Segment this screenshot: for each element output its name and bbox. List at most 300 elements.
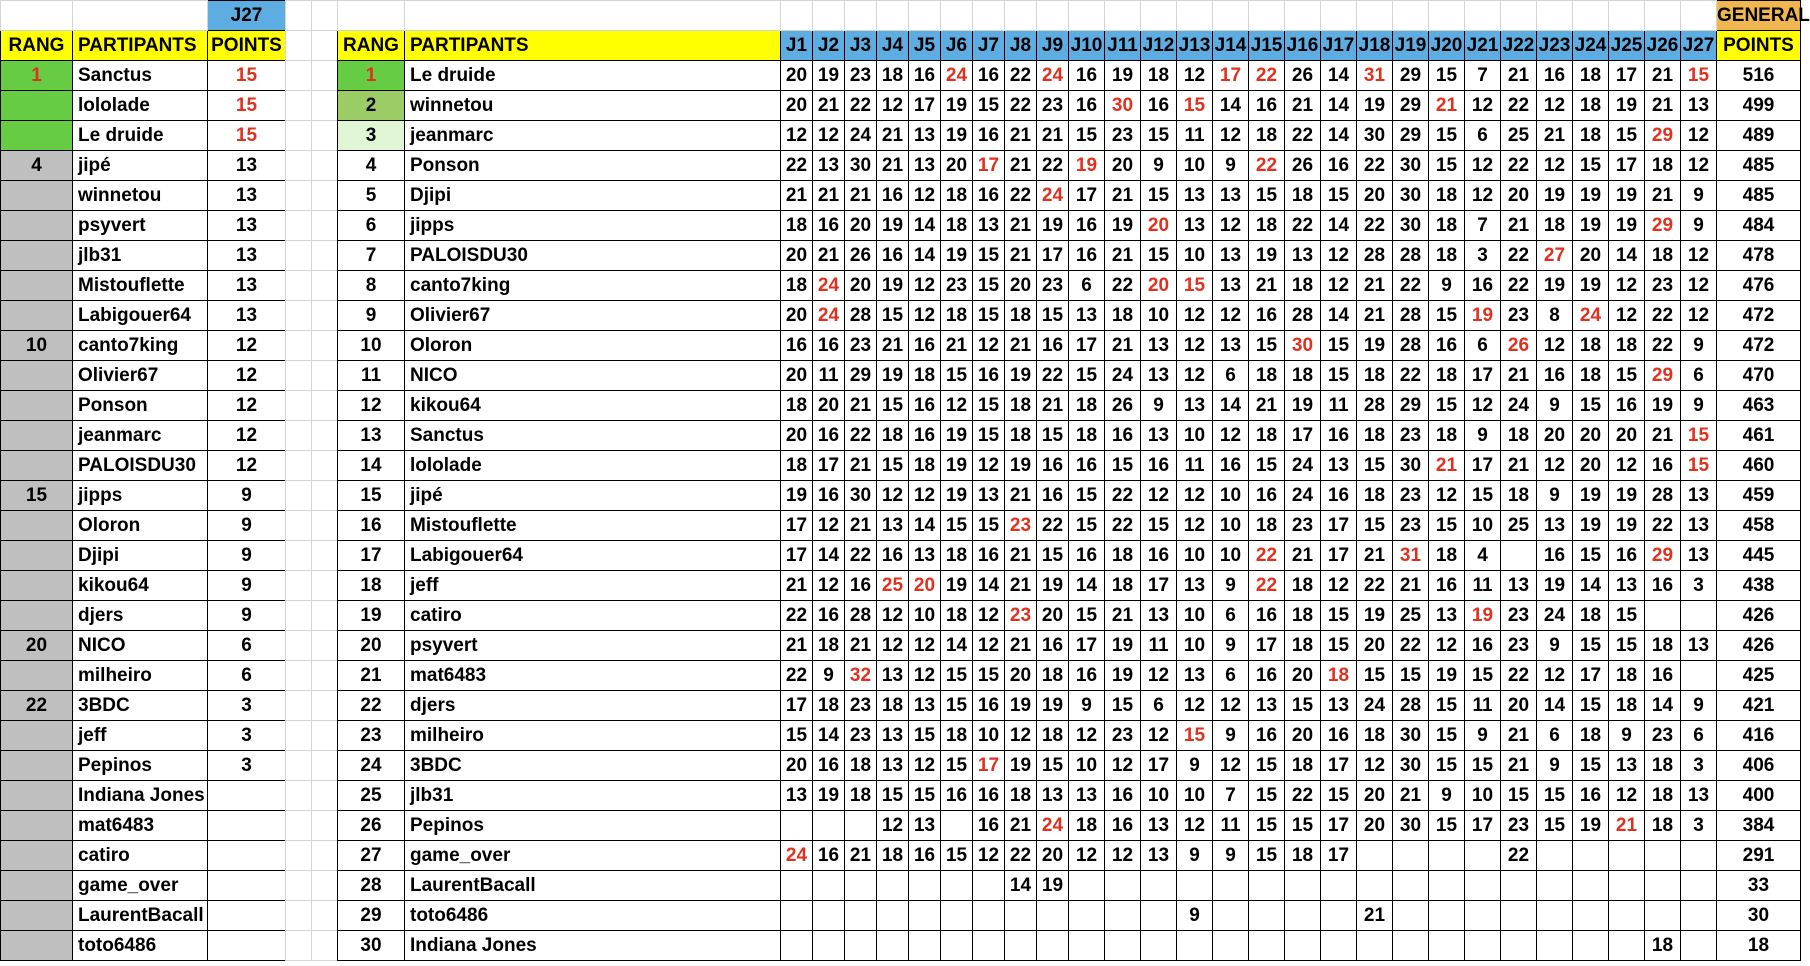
- score-cell[interactable]: 21: [1393, 781, 1429, 811]
- rank-cell[interactable]: [1, 661, 73, 691]
- empty-cell[interactable]: [312, 451, 338, 481]
- score-cell[interactable]: 13: [1141, 601, 1177, 631]
- score-cell[interactable]: 18: [1285, 841, 1321, 871]
- empty-cell[interactable]: [1285, 1, 1321, 31]
- score-cell[interactable]: 15: [1249, 331, 1285, 361]
- score-cell[interactable]: 23: [1501, 601, 1537, 631]
- score-cell[interactable]: 19: [941, 91, 973, 121]
- score-cell[interactable]: [1501, 871, 1537, 901]
- score-cell[interactable]: 16: [1249, 721, 1285, 751]
- score-cell[interactable]: 23: [1285, 511, 1321, 541]
- score-cell[interactable]: 18: [1105, 301, 1141, 331]
- score-cell[interactable]: 19: [1105, 61, 1141, 91]
- score-cell[interactable]: 19: [1609, 181, 1645, 211]
- score-cell[interactable]: [1573, 931, 1609, 961]
- score-cell[interactable]: 20: [1005, 271, 1037, 301]
- score-cell[interactable]: 19: [813, 781, 845, 811]
- score-cell[interactable]: [1645, 841, 1681, 871]
- empty-cell[interactable]: [1005, 1, 1037, 31]
- score-cell[interactable]: 6: [1465, 121, 1501, 151]
- score-cell[interactable]: [1393, 901, 1429, 931]
- score-cell[interactable]: [1681, 841, 1717, 871]
- empty-cell[interactable]: [286, 871, 312, 901]
- score-cell[interactable]: 19: [1609, 511, 1645, 541]
- score-cell[interactable]: 13: [1321, 691, 1357, 721]
- score-cell[interactable]: 18: [877, 61, 909, 91]
- score-cell[interactable]: 29: [1645, 361, 1681, 391]
- score-cell[interactable]: 19: [941, 571, 973, 601]
- score-cell[interactable]: 17: [1321, 541, 1357, 571]
- score-cell[interactable]: [909, 901, 941, 931]
- participant-name-cell[interactable]: toto6486: [73, 931, 208, 961]
- score-cell[interactable]: 17: [1141, 571, 1177, 601]
- score-cell[interactable]: 18: [781, 451, 813, 481]
- score-cell[interactable]: 22: [1645, 511, 1681, 541]
- points-cell[interactable]: [208, 841, 286, 871]
- score-cell[interactable]: 21: [1105, 181, 1141, 211]
- score-cell[interactable]: 15: [1429, 301, 1465, 331]
- score-cell[interactable]: 11: [1321, 391, 1357, 421]
- score-cell[interactable]: 12: [1213, 691, 1249, 721]
- score-cell[interactable]: 13: [1681, 481, 1717, 511]
- score-cell[interactable]: 30: [1105, 91, 1141, 121]
- points-cell[interactable]: 9: [208, 481, 286, 511]
- score-cell[interactable]: 18: [909, 451, 941, 481]
- score-cell[interactable]: 24: [781, 841, 813, 871]
- score-cell[interactable]: 9: [1465, 421, 1501, 451]
- score-cell[interactable]: 18: [941, 601, 973, 631]
- score-cell[interactable]: 16: [1105, 811, 1141, 841]
- score-cell[interactable]: 16: [877, 181, 909, 211]
- empty-cell[interactable]: [1393, 1, 1429, 31]
- score-cell[interactable]: 14: [909, 211, 941, 241]
- score-cell[interactable]: 18: [1249, 361, 1285, 391]
- score-cell[interactable]: 6: [1069, 271, 1105, 301]
- participant-name-cell[interactable]: Le druide: [73, 121, 208, 151]
- participant-name-cell[interactable]: psyvert: [73, 211, 208, 241]
- score-cell[interactable]: 26: [1105, 391, 1141, 421]
- score-cell[interactable]: 13: [1681, 781, 1717, 811]
- total-points-cell[interactable]: 458: [1717, 511, 1801, 541]
- score-cell[interactable]: 22: [1645, 331, 1681, 361]
- score-cell[interactable]: 16: [1037, 631, 1069, 661]
- score-cell[interactable]: 10: [1465, 511, 1501, 541]
- score-cell[interactable]: 12: [1321, 571, 1357, 601]
- score-cell[interactable]: 19: [877, 361, 909, 391]
- score-cell[interactable]: 15: [973, 391, 1005, 421]
- score-cell[interactable]: 29: [1393, 391, 1429, 421]
- score-cell[interactable]: [941, 871, 973, 901]
- score-cell[interactable]: 24: [1105, 361, 1141, 391]
- score-cell[interactable]: 21: [1285, 541, 1321, 571]
- score-cell[interactable]: 16: [1141, 451, 1177, 481]
- empty-cell[interactable]: [1357, 1, 1393, 31]
- total-points-cell[interactable]: 472: [1717, 301, 1801, 331]
- score-cell[interactable]: [845, 811, 877, 841]
- score-cell[interactable]: 9: [1141, 151, 1177, 181]
- participant-name-cell[interactable]: winnetou: [405, 91, 781, 121]
- empty-cell[interactable]: [973, 1, 1005, 31]
- score-cell[interactable]: 17: [1037, 241, 1069, 271]
- empty-cell[interactable]: [73, 1, 208, 31]
- score-cell[interactable]: 19: [1069, 151, 1105, 181]
- participant-name-cell[interactable]: jlb31: [73, 241, 208, 271]
- participant-name-cell[interactable]: PALOISDU30: [405, 241, 781, 271]
- score-cell[interactable]: 15: [877, 451, 909, 481]
- score-cell[interactable]: 19: [877, 211, 909, 241]
- score-cell[interactable]: [1465, 841, 1501, 871]
- points-cell[interactable]: [208, 871, 286, 901]
- score-cell[interactable]: [1429, 931, 1465, 961]
- empty-cell[interactable]: [877, 1, 909, 31]
- empty-cell[interactable]: [312, 871, 338, 901]
- score-cell[interactable]: 30: [1393, 151, 1429, 181]
- score-cell[interactable]: 9: [1429, 781, 1465, 811]
- score-cell[interactable]: 24: [813, 271, 845, 301]
- score-cell[interactable]: 12: [1681, 301, 1717, 331]
- score-cell[interactable]: 15: [1141, 121, 1177, 151]
- points-cell[interactable]: 9: [208, 601, 286, 631]
- score-cell[interactable]: 22: [1357, 151, 1393, 181]
- score-cell[interactable]: 19: [1285, 391, 1321, 421]
- score-cell[interactable]: 12: [1429, 481, 1465, 511]
- score-cell[interactable]: 15: [941, 511, 973, 541]
- participant-name-cell[interactable]: game_over: [405, 841, 781, 871]
- points-cell[interactable]: 12: [208, 391, 286, 421]
- score-cell[interactable]: 21: [1609, 811, 1645, 841]
- score-cell[interactable]: 18: [941, 721, 973, 751]
- score-cell[interactable]: 12: [1177, 511, 1213, 541]
- score-cell[interactable]: [1609, 871, 1645, 901]
- score-cell[interactable]: 16: [1429, 571, 1465, 601]
- total-points-cell[interactable]: 438: [1717, 571, 1801, 601]
- rank-cell[interactable]: [1, 241, 73, 271]
- score-cell[interactable]: [781, 871, 813, 901]
- empty-cell[interactable]: [286, 841, 312, 871]
- score-cell[interactable]: 16: [973, 61, 1005, 91]
- score-cell[interactable]: 18: [1573, 61, 1609, 91]
- score-cell[interactable]: 21: [781, 181, 813, 211]
- participant-name-cell[interactable]: Mistouflette: [73, 271, 208, 301]
- score-cell[interactable]: 14: [1537, 691, 1573, 721]
- score-cell[interactable]: [1573, 841, 1609, 871]
- score-cell[interactable]: 22: [1037, 361, 1069, 391]
- rank-cell[interactable]: [1, 931, 73, 961]
- score-cell[interactable]: 10: [909, 601, 941, 631]
- score-cell[interactable]: 23: [845, 61, 877, 91]
- score-cell[interactable]: 18: [1645, 631, 1681, 661]
- score-cell[interactable]: 24: [941, 61, 973, 91]
- score-cell[interactable]: 22: [845, 421, 877, 451]
- rank-cell[interactable]: 9: [338, 301, 405, 331]
- participant-name-cell[interactable]: mat6483: [405, 661, 781, 691]
- score-cell[interactable]: 15: [1573, 391, 1609, 421]
- rank-cell[interactable]: [1, 781, 73, 811]
- score-cell[interactable]: 6: [1681, 721, 1717, 751]
- participant-name-cell[interactable]: Labigouer64: [405, 541, 781, 571]
- score-cell[interactable]: 19: [1465, 301, 1501, 331]
- score-cell[interactable]: 15: [1465, 751, 1501, 781]
- score-cell[interactable]: 17: [1465, 811, 1501, 841]
- score-cell[interactable]: 15: [1573, 541, 1609, 571]
- participant-name-cell[interactable]: canto7king: [405, 271, 781, 301]
- score-cell[interactable]: 6: [1213, 661, 1249, 691]
- score-cell[interactable]: 9: [1537, 631, 1573, 661]
- score-cell[interactable]: 16: [1249, 601, 1285, 631]
- points-cell[interactable]: 6: [208, 661, 286, 691]
- score-cell[interactable]: 17: [1609, 151, 1645, 181]
- score-cell[interactable]: 15: [941, 841, 973, 871]
- score-cell[interactable]: 15: [1177, 721, 1213, 751]
- score-cell[interactable]: [1537, 871, 1573, 901]
- points-cell[interactable]: 13: [208, 211, 286, 241]
- score-cell[interactable]: 18: [1105, 541, 1141, 571]
- score-cell[interactable]: 6: [1537, 721, 1573, 751]
- score-cell[interactable]: 12: [1213, 301, 1249, 331]
- empty-cell[interactable]: [312, 511, 338, 541]
- score-cell[interactable]: 21: [1005, 211, 1037, 241]
- empty-cell[interactable]: [1681, 1, 1717, 31]
- round-header-j19[interactable]: J19: [1393, 31, 1429, 61]
- rank-cell[interactable]: [1, 271, 73, 301]
- score-cell[interactable]: 15: [1681, 421, 1717, 451]
- empty-cell[interactable]: [312, 931, 338, 961]
- score-cell[interactable]: 12: [1213, 421, 1249, 451]
- empty-cell[interactable]: [312, 571, 338, 601]
- rank-cell[interactable]: 3: [338, 121, 405, 151]
- participant-name-cell[interactable]: Mistouflette: [405, 511, 781, 541]
- score-cell[interactable]: 20: [845, 211, 877, 241]
- score-cell[interactable]: 16: [1645, 571, 1681, 601]
- score-cell[interactable]: 18: [845, 751, 877, 781]
- score-cell[interactable]: [781, 901, 813, 931]
- score-cell[interactable]: 16: [1069, 61, 1105, 91]
- general-header[interactable]: GENERAL: [1717, 1, 1801, 31]
- score-cell[interactable]: 28: [1357, 241, 1393, 271]
- score-cell[interactable]: 14: [941, 631, 973, 661]
- empty-cell[interactable]: [312, 121, 338, 151]
- score-cell[interactable]: 21: [1501, 61, 1537, 91]
- empty-cell[interactable]: [312, 601, 338, 631]
- empty-cell[interactable]: [286, 571, 312, 601]
- score-cell[interactable]: 21: [1393, 571, 1429, 601]
- round-header-j1[interactable]: J1: [781, 31, 813, 61]
- score-cell[interactable]: 15: [973, 511, 1005, 541]
- score-cell[interactable]: 19: [1249, 241, 1285, 271]
- empty-cell[interactable]: [286, 271, 312, 301]
- total-points-cell[interactable]: 463: [1717, 391, 1801, 421]
- score-cell[interactable]: 18: [1037, 661, 1069, 691]
- participant-name-cell[interactable]: milheiro: [73, 661, 208, 691]
- score-cell[interactable]: 17: [1321, 751, 1357, 781]
- score-cell[interactable]: 15: [877, 301, 909, 331]
- rank-cell[interactable]: [1, 571, 73, 601]
- score-cell[interactable]: 18: [1537, 211, 1573, 241]
- score-cell[interactable]: [909, 871, 941, 901]
- score-cell[interactable]: 13: [1177, 571, 1213, 601]
- score-cell[interactable]: 18: [1069, 811, 1105, 841]
- score-cell[interactable]: 14: [1069, 571, 1105, 601]
- empty-cell[interactable]: [286, 61, 312, 91]
- score-cell[interactable]: [1429, 901, 1465, 931]
- score-cell[interactable]: 15: [1037, 301, 1069, 331]
- round-label-header[interactable]: J27: [208, 1, 286, 31]
- score-cell[interactable]: 18: [1249, 511, 1285, 541]
- rank-cell[interactable]: 1: [338, 61, 405, 91]
- score-cell[interactable]: 21: [1005, 481, 1037, 511]
- points-cell[interactable]: 9: [208, 571, 286, 601]
- rank-cell[interactable]: 25: [338, 781, 405, 811]
- participant-name-cell[interactable]: jipé: [405, 481, 781, 511]
- score-cell[interactable]: [973, 871, 1005, 901]
- score-cell[interactable]: 21: [1645, 61, 1681, 91]
- total-points-cell[interactable]: 516: [1717, 61, 1801, 91]
- participant-name-cell[interactable]: Pepinos: [73, 751, 208, 781]
- participant-name-cell[interactable]: LaurentBacall: [73, 901, 208, 931]
- score-cell[interactable]: 18: [1249, 211, 1285, 241]
- round-header-j9[interactable]: J9: [1037, 31, 1069, 61]
- score-cell[interactable]: 12: [1177, 361, 1213, 391]
- score-cell[interactable]: [845, 871, 877, 901]
- score-cell[interactable]: 22: [781, 601, 813, 631]
- score-cell[interactable]: 12: [1177, 331, 1213, 361]
- rank-cell[interactable]: [1, 391, 73, 421]
- rank-cell[interactable]: 15: [1, 481, 73, 511]
- score-cell[interactable]: 21: [1037, 391, 1069, 421]
- score-cell[interactable]: 14: [1321, 211, 1357, 241]
- score-cell[interactable]: 24: [1285, 451, 1321, 481]
- score-cell[interactable]: 12: [813, 121, 845, 151]
- score-cell[interactable]: 16: [781, 331, 813, 361]
- score-cell[interactable]: 18: [1285, 631, 1321, 661]
- score-cell[interactable]: 12: [877, 481, 909, 511]
- score-cell[interactable]: 20: [1609, 421, 1645, 451]
- score-cell[interactable]: 16: [1321, 481, 1357, 511]
- score-cell[interactable]: 10: [1177, 631, 1213, 661]
- score-cell[interactable]: 18: [1573, 721, 1609, 751]
- score-cell[interactable]: 23: [1501, 631, 1537, 661]
- score-cell[interactable]: 18: [1285, 361, 1321, 391]
- score-cell[interactable]: [1573, 871, 1609, 901]
- score-cell[interactable]: 14: [1213, 391, 1249, 421]
- score-cell[interactable]: 17: [909, 91, 941, 121]
- score-cell[interactable]: 19: [1573, 211, 1609, 241]
- score-cell[interactable]: 16: [1105, 781, 1141, 811]
- score-cell[interactable]: 16: [813, 841, 845, 871]
- total-points-cell[interactable]: 18: [1717, 931, 1801, 961]
- score-cell[interactable]: [813, 931, 845, 961]
- score-cell[interactable]: 16: [1465, 631, 1501, 661]
- round-header-j6[interactable]: J6: [941, 31, 973, 61]
- score-cell[interactable]: 12: [1429, 631, 1465, 661]
- score-cell[interactable]: 28: [1393, 691, 1429, 721]
- score-cell[interactable]: 17: [781, 691, 813, 721]
- score-cell[interactable]: [1501, 901, 1537, 931]
- total-points-cell[interactable]: 33: [1717, 871, 1801, 901]
- score-cell[interactable]: 22: [1105, 271, 1141, 301]
- score-cell[interactable]: 24: [813, 301, 845, 331]
- score-cell[interactable]: 16: [1105, 421, 1141, 451]
- score-cell[interactable]: 13: [1141, 361, 1177, 391]
- score-cell[interactable]: [1177, 871, 1213, 901]
- empty-cell[interactable]: [312, 1, 338, 31]
- participant-name-cell[interactable]: PALOISDU30: [73, 451, 208, 481]
- score-cell[interactable]: [1357, 871, 1393, 901]
- score-cell[interactable]: 15: [1069, 601, 1105, 631]
- score-cell[interactable]: 24: [1537, 601, 1573, 631]
- score-cell[interactable]: 28: [1393, 331, 1429, 361]
- score-cell[interactable]: 19: [1537, 271, 1573, 301]
- empty-cell[interactable]: [1141, 1, 1177, 31]
- score-cell[interactable]: 27: [1537, 241, 1573, 271]
- score-cell[interactable]: 10: [1177, 781, 1213, 811]
- score-cell[interactable]: 19: [1537, 181, 1573, 211]
- score-cell[interactable]: 21: [1501, 361, 1537, 391]
- score-cell[interactable]: 20: [1573, 241, 1609, 271]
- score-cell[interactable]: 8: [1537, 301, 1573, 331]
- score-cell[interactable]: 12: [1681, 151, 1717, 181]
- score-cell[interactable]: 19: [1465, 601, 1501, 631]
- score-cell[interactable]: 23: [1501, 301, 1537, 331]
- score-cell[interactable]: 21: [1357, 271, 1393, 301]
- score-cell[interactable]: 9: [1537, 751, 1573, 781]
- score-cell[interactable]: [1393, 871, 1429, 901]
- total-points-cell[interactable]: 400: [1717, 781, 1801, 811]
- score-cell[interactable]: 15: [1069, 121, 1105, 151]
- score-cell[interactable]: 10: [1069, 751, 1105, 781]
- score-cell[interactable]: 12: [1005, 721, 1037, 751]
- score-cell[interactable]: 15: [1037, 421, 1069, 451]
- score-cell[interactable]: 22: [1037, 511, 1069, 541]
- score-cell[interactable]: 16: [813, 481, 845, 511]
- rank-cell[interactable]: [1, 901, 73, 931]
- score-cell[interactable]: 15: [941, 661, 973, 691]
- score-cell[interactable]: 12: [1537, 151, 1573, 181]
- score-cell[interactable]: 30: [1393, 181, 1429, 211]
- score-cell[interactable]: 9: [1213, 841, 1249, 871]
- score-cell[interactable]: 16: [1321, 721, 1357, 751]
- score-cell[interactable]: 30: [1285, 331, 1321, 361]
- total-points-cell[interactable]: 406: [1717, 751, 1801, 781]
- empty-cell[interactable]: [312, 691, 338, 721]
- empty-cell[interactable]: [312, 751, 338, 781]
- score-cell[interactable]: 23: [1393, 421, 1429, 451]
- score-cell[interactable]: 10: [1177, 421, 1213, 451]
- score-cell[interactable]: 25: [1501, 511, 1537, 541]
- score-cell[interactable]: 22: [1105, 481, 1141, 511]
- score-cell[interactable]: 15: [1249, 181, 1285, 211]
- empty-cell[interactable]: [312, 901, 338, 931]
- score-cell[interactable]: 20: [781, 421, 813, 451]
- score-cell[interactable]: 12: [1537, 91, 1573, 121]
- score-cell[interactable]: 15: [1429, 151, 1465, 181]
- empty-cell[interactable]: [312, 151, 338, 181]
- rank-cell[interactable]: 7: [338, 241, 405, 271]
- score-cell[interactable]: 15: [1429, 691, 1465, 721]
- score-cell[interactable]: 21: [845, 511, 877, 541]
- score-cell[interactable]: 19: [1573, 181, 1609, 211]
- score-cell[interactable]: 12: [1465, 91, 1501, 121]
- score-cell[interactable]: [1609, 901, 1645, 931]
- score-cell[interactable]: 12: [909, 181, 941, 211]
- score-cell[interactable]: 19: [1573, 811, 1609, 841]
- score-cell[interactable]: 18: [1429, 241, 1465, 271]
- score-cell[interactable]: 10: [1141, 301, 1177, 331]
- score-cell[interactable]: 15: [1537, 811, 1573, 841]
- score-cell[interactable]: 15: [1249, 751, 1285, 781]
- score-cell[interactable]: 16: [1249, 91, 1285, 121]
- score-cell[interactable]: 19: [941, 421, 973, 451]
